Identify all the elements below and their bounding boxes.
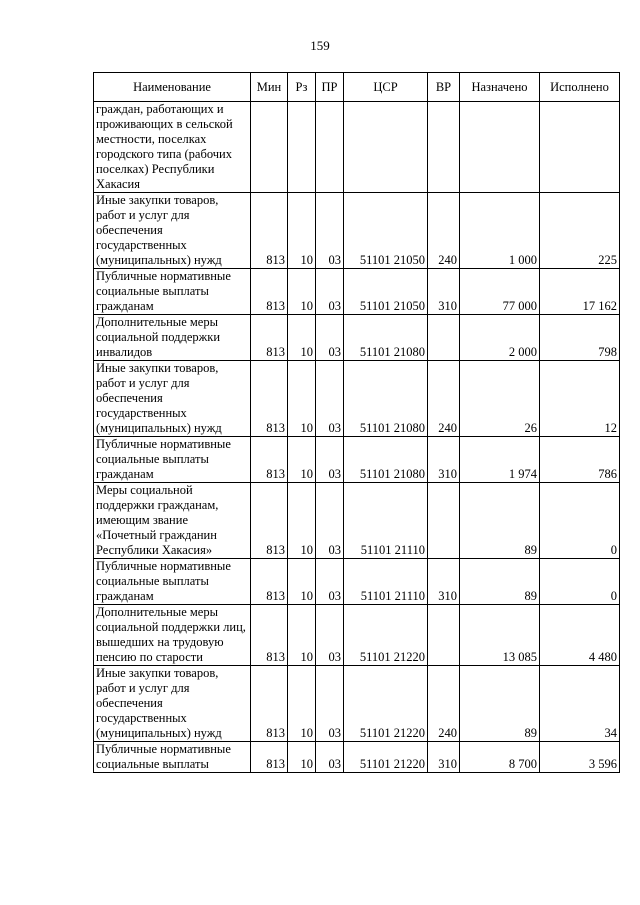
table-row — [94, 315, 620, 361]
table-row — [94, 193, 620, 269]
row-executed: 0 — [540, 483, 620, 559]
row-vr — [428, 605, 460, 666]
row-csr — [344, 102, 428, 193]
row-name: Иные закупки товаров, работ и услуг для обеспечения государственных (муниципальных) нужд — [94, 361, 251, 437]
row-vr: 310 — [428, 742, 460, 773]
row-vr: 310 — [428, 437, 460, 483]
header-assigned: Назначено — [460, 73, 540, 102]
row-executed: 798 — [540, 315, 620, 361]
row-vr — [428, 483, 460, 559]
table-body — [94, 102, 620, 773]
row-pr: 03 — [316, 437, 344, 483]
row-executed: 0 — [540, 559, 620, 605]
row-name: Публичные нормативные социальные выплаты гражданам — [94, 437, 251, 483]
row-min: 813 — [251, 269, 288, 315]
row-csr: 51101 21220 — [344, 605, 428, 666]
row-assigned: 1 974 — [460, 437, 540, 483]
row-min: 813 — [251, 559, 288, 605]
row-name: Публичные нормативные социальные выплаты гражданам — [94, 269, 251, 315]
row-assigned: 8 700 — [460, 742, 540, 773]
header-row — [94, 73, 620, 102]
row-rz: 10 — [288, 666, 316, 742]
row-pr: 03 — [316, 315, 344, 361]
header-executed: Исполнено — [540, 73, 620, 102]
row-csr: 51101 21050 — [344, 193, 428, 269]
row-assigned: 26 — [460, 361, 540, 437]
row-name: Иные закупки товаров, работ и услуг для обеспечения государственных (муниципальных) нужд — [94, 666, 251, 742]
row-rz: 10 — [288, 315, 316, 361]
row-rz — [288, 102, 316, 193]
row-executed: 3 596 — [540, 742, 620, 773]
row-pr: 03 — [316, 559, 344, 605]
row-vr: 240 — [428, 193, 460, 269]
row-rz: 10 — [288, 361, 316, 437]
row-vr — [428, 315, 460, 361]
row-rz: 10 — [288, 437, 316, 483]
row-rz: 10 — [288, 483, 316, 559]
table-row — [94, 666, 620, 742]
table-row — [94, 361, 620, 437]
row-csr: 51101 21080 — [344, 315, 428, 361]
row-csr: 51101 21080 — [344, 361, 428, 437]
row-pr: 03 — [316, 269, 344, 315]
row-min: 813 — [251, 361, 288, 437]
row-csr: 51101 21050 — [344, 269, 428, 315]
row-vr: 310 — [428, 269, 460, 315]
row-min: 813 — [251, 483, 288, 559]
header-vr: ВР — [428, 73, 460, 102]
table-row — [94, 559, 620, 605]
row-pr: 03 — [316, 742, 344, 773]
row-name: Публичные нормативные социальные выплаты гражданам — [94, 559, 251, 605]
header-csr: ЦСР — [344, 73, 428, 102]
row-assigned: 1 000 — [460, 193, 540, 269]
row-vr — [428, 102, 460, 193]
row-rz: 10 — [288, 605, 316, 666]
row-pr — [316, 102, 344, 193]
table-row — [94, 437, 620, 483]
row-csr: 51101 21220 — [344, 742, 428, 773]
row-rz: 10 — [288, 269, 316, 315]
row-name: Иные закупки товаров, работ и услуг для обеспечения государственных (муниципальных) нужд — [94, 193, 251, 269]
row-csr: 51101 21110 — [344, 483, 428, 559]
row-rz: 10 — [288, 742, 316, 773]
row-name: Публичные нормативные социальные выплаты — [94, 742, 251, 773]
row-vr: 240 — [428, 361, 460, 437]
header-name: Наименование — [94, 73, 251, 102]
header-rz: Рз — [288, 73, 316, 102]
table-row — [94, 605, 620, 666]
row-vr: 310 — [428, 559, 460, 605]
row-min — [251, 102, 288, 193]
row-min: 813 — [251, 437, 288, 483]
row-pr: 03 — [316, 361, 344, 437]
row-name: Дополнительные меры социальной поддержки лиц, вышедших на трудовую пенсию по старости — [94, 605, 251, 666]
row-min: 813 — [251, 193, 288, 269]
budget-table — [93, 72, 620, 773]
row-rz: 10 — [288, 193, 316, 269]
row-executed: 4 480 — [540, 605, 620, 666]
row-pr: 03 — [316, 605, 344, 666]
row-vr: 240 — [428, 666, 460, 742]
row-assigned: 89 — [460, 559, 540, 605]
row-assigned: 89 — [460, 666, 540, 742]
row-executed: 34 — [540, 666, 620, 742]
table-row — [94, 102, 620, 193]
page-number: 159 — [310, 38, 330, 53]
row-min: 813 — [251, 666, 288, 742]
row-pr: 03 — [316, 193, 344, 269]
row-name: Меры социальной поддержки гражданам, имеющим звание «Почетный гражданин Республики Хакасия» — [94, 483, 251, 559]
row-executed: 17 162 — [540, 269, 620, 315]
row-min: 813 — [251, 605, 288, 666]
row-executed: 786 — [540, 437, 620, 483]
row-min: 813 — [251, 742, 288, 773]
table-row — [94, 742, 620, 773]
row-executed: 225 — [540, 193, 620, 269]
header-min: Мин — [251, 73, 288, 102]
row-executed — [540, 102, 620, 193]
header-pr: ПР — [316, 73, 344, 102]
row-assigned: 77 000 — [460, 269, 540, 315]
row-executed: 12 — [540, 361, 620, 437]
row-pr: 03 — [316, 666, 344, 742]
row-rz: 10 — [288, 559, 316, 605]
table-row — [94, 483, 620, 559]
row-assigned: 13 085 — [460, 605, 540, 666]
row-min: 813 — [251, 315, 288, 361]
row-assigned: 2 000 — [460, 315, 540, 361]
row-assigned — [460, 102, 540, 193]
row-assigned: 89 — [460, 483, 540, 559]
row-csr: 51101 21080 — [344, 437, 428, 483]
row-name: Дополнительные меры социальной поддержки инвалидов — [94, 315, 251, 361]
row-csr: 51101 21220 — [344, 666, 428, 742]
table-row — [94, 269, 620, 315]
row-name: граждан, работающих и проживающих в сельской местности, поселках городского типа (рабочих поселках) Республики Хакасия — [94, 102, 251, 193]
row-csr: 51101 21110 — [344, 559, 428, 605]
row-pr: 03 — [316, 483, 344, 559]
